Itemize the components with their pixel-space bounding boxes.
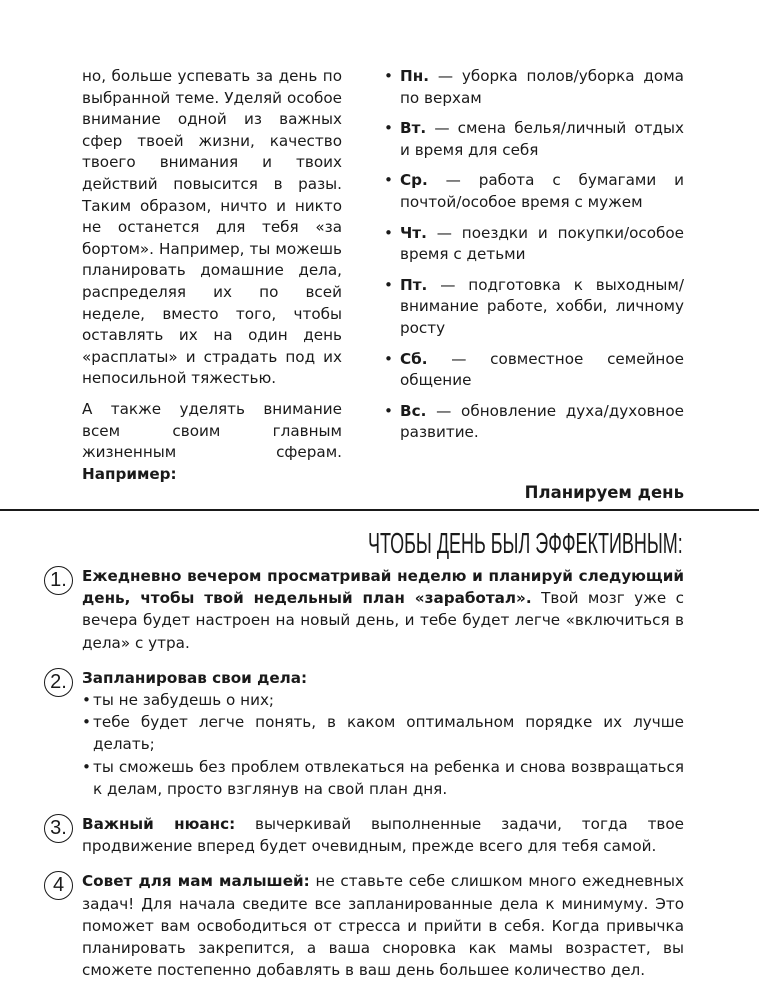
day-task: — уборка полов/уборка дома по верхам [400,67,684,107]
step-number-circle: 3. [44,814,73,843]
step-4 [44,870,684,981]
step-text: Твой мозг уже с вечера будет настроен на новый день, и тебе будет легче «включиться в дела» с утра. [82,589,685,652]
step-text: не ставьте себе слишком много ежедневных задач! Для начала сведите все запланированные дела к минимуму. Это поможет вам освободиться от стресса и прийти в себя. Когда привычка планировать закрепится, а ваша сноровка как мамы возрастет, вы сможете постепенно добавлять в ваш день большее количество дел. [82,872,684,980]
day-label: Ср. [400,171,428,190]
left-paragraph-2-text: А также уделять внимание всем своим главным жизненным сферам. [82,399,342,462]
week-item-saturday [384,349,684,392]
step-bold-text: Важный нюанс: [82,815,236,834]
bullet-icon: • [384,119,393,138]
sub-item-text: ты не забудешь о них; [93,691,275,710]
left-column [82,66,342,494]
weekly-schedule [384,66,684,453]
sub-item [82,689,684,711]
day-task: — поездки и покупки/особое время с детьми [400,223,684,264]
sub-item-text: тебе будет легче понять, в каком оптимальном порядке их лучше делать; [93,713,684,754]
day-task: — работа с бумагами и почтой/особое время с мужем [400,171,684,211]
steps-list [44,565,684,994]
bullet-icon: • [384,171,393,190]
step-2 [44,667,684,800]
sub-item-text: ты сможешь без проблем отвлекаться на ребенка и снова возвращаться к делам, просто взглянув на свой план дня. [93,757,684,798]
week-item-wednesday [384,170,684,213]
week-item-friday [384,275,684,340]
sub-item [82,756,684,800]
step-number-circle: 4 [44,871,73,900]
day-label: Пн. [400,67,429,85]
day-label: Вс. [400,401,427,420]
bullet-icon: • [384,401,393,420]
step-bold-text: Запланировав свои дела: [82,668,308,687]
week-item-monday [384,66,684,109]
bullet-icon: • [384,67,393,85]
day-task: — совместное семейное общение [400,349,684,390]
day-label: Пт. [400,275,428,294]
step-bold-text: Совет для мам малышей: [82,872,310,891]
section-divider [0,509,759,511]
day-label: Сб. [400,349,428,368]
step-bold-text: Ежедневно вечером просматривай неделю и планируй следующий день, чтобы твой недельный план «заработал». [82,567,684,608]
week-item-thursday [384,223,684,266]
step-text: вычеркивай выполненные задачи, тогда твое продвижение вперед будет очевидным, прежде всего для тебя самой. [82,815,685,856]
bullet-icon: • [384,275,393,294]
bullet-icon: • [384,223,393,242]
bullet-icon: • [82,691,91,710]
step-number-circle: 1. [44,566,73,595]
sub-item [82,711,684,755]
bullet-icon: • [384,349,393,368]
day-task: — обновление духа/духовное развитие. [400,401,684,442]
week-item-tuesday [384,118,684,161]
day-label: Вт. [400,119,427,138]
section-header: Планируем день [524,483,684,502]
bullet-icon: • [82,757,91,776]
week-item-sunday [384,401,684,444]
left-paragraph-2-bold: Например: [82,464,177,483]
day-task: — смена белья/личный отдых и время для себя [400,119,684,159]
section-title: ЧТОБЫ ДЕНЬ БЫЛ ЭФФЕКТИВНЫМ: [368,528,683,560]
bullet-icon: • [82,713,91,732]
step-3 [44,813,684,857]
step-1 [44,565,684,654]
left-paragraph-2 [82,399,342,485]
step-number-circle: 2. [44,668,73,697]
day-task: — подготовка к выходным/ внимание работе, хобби, личному росту [400,275,684,337]
left-paragraph-1: но, больше успевать за день по выбранной теме. Уделяй особое внимание одной из важных сфер твоей жизни, качество твоего внимания и твоих действий повысится в разы. Таким образом, ничто и никто не останется для тебя «за бортом». Например, ты можешь планировать домашние дела, распределяя их по всей неделе, вместо того, чтобы оставлять их на один день «расплаты» и страдать под их непосильной тяжестью. [82,67,342,388]
day-label: Чт. [400,223,427,242]
